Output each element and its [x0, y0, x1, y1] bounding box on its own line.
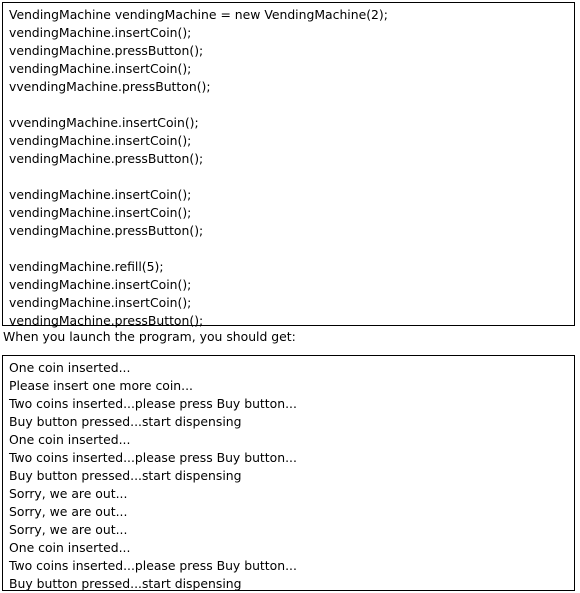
- code-line: vendingMachine.insertCoin();: [9, 61, 192, 76]
- output-line: Buy button pressed...start dispensing: [9, 468, 242, 483]
- output-line: Two coins inserted...please press Buy button...: [9, 450, 297, 465]
- code-line: vendingMachine.insertCoin();: [9, 277, 192, 292]
- code-line: vendingMachine.insertCoin();: [9, 25, 192, 40]
- output-line: Sorry, we are out...: [9, 504, 128, 519]
- code-line: vendingMachine.insertCoin();: [9, 187, 192, 202]
- code-line-blank: [9, 168, 574, 186]
- output-line: One coin inserted...: [9, 432, 131, 447]
- output-line: One coin inserted...: [9, 540, 131, 555]
- output-line: Sorry, we are out...: [9, 486, 128, 501]
- code-line: vendingMachine.pressButton();: [9, 43, 204, 58]
- output-line: One coin inserted...: [9, 360, 131, 375]
- output-line: Two coins inserted...please press Buy button...: [9, 396, 297, 411]
- code-line-blank: [9, 240, 574, 258]
- code-line: vendingMachine.pressButton();: [9, 313, 204, 328]
- output-line: Please insert one more coin...: [9, 378, 193, 393]
- code-line: vendingMachine.insertCoin();: [9, 295, 192, 310]
- code-line: vvendingMachine.insertCoin();: [9, 115, 199, 130]
- code-line: vendingMachine.insertCoin();: [9, 133, 192, 148]
- code-line: VendingMachine vendingMachine = new VendingMachine(2);: [9, 7, 388, 22]
- output-block: [2, 355, 575, 591]
- code-line: vendingMachine.pressButton();: [9, 151, 204, 166]
- output-line: Buy button pressed...start dispensing: [9, 576, 242, 591]
- code-line: vvendingMachine.pressButton();: [9, 79, 211, 94]
- intro-text: When you launch the program, you should get:: [3, 329, 296, 344]
- output-line: Two coins inserted...please press Buy button...: [9, 558, 297, 573]
- code-line: vendingMachine.refill(5);: [9, 259, 164, 274]
- code-block: [2, 2, 575, 326]
- output-line: Buy button pressed...start dispensing: [9, 414, 242, 429]
- code-line: vendingMachine.insertCoin();: [9, 205, 192, 220]
- code-line-blank: [9, 96, 574, 114]
- code-line: vendingMachine.pressButton();: [9, 223, 204, 238]
- output-line: Sorry, we are out...: [9, 522, 128, 537]
